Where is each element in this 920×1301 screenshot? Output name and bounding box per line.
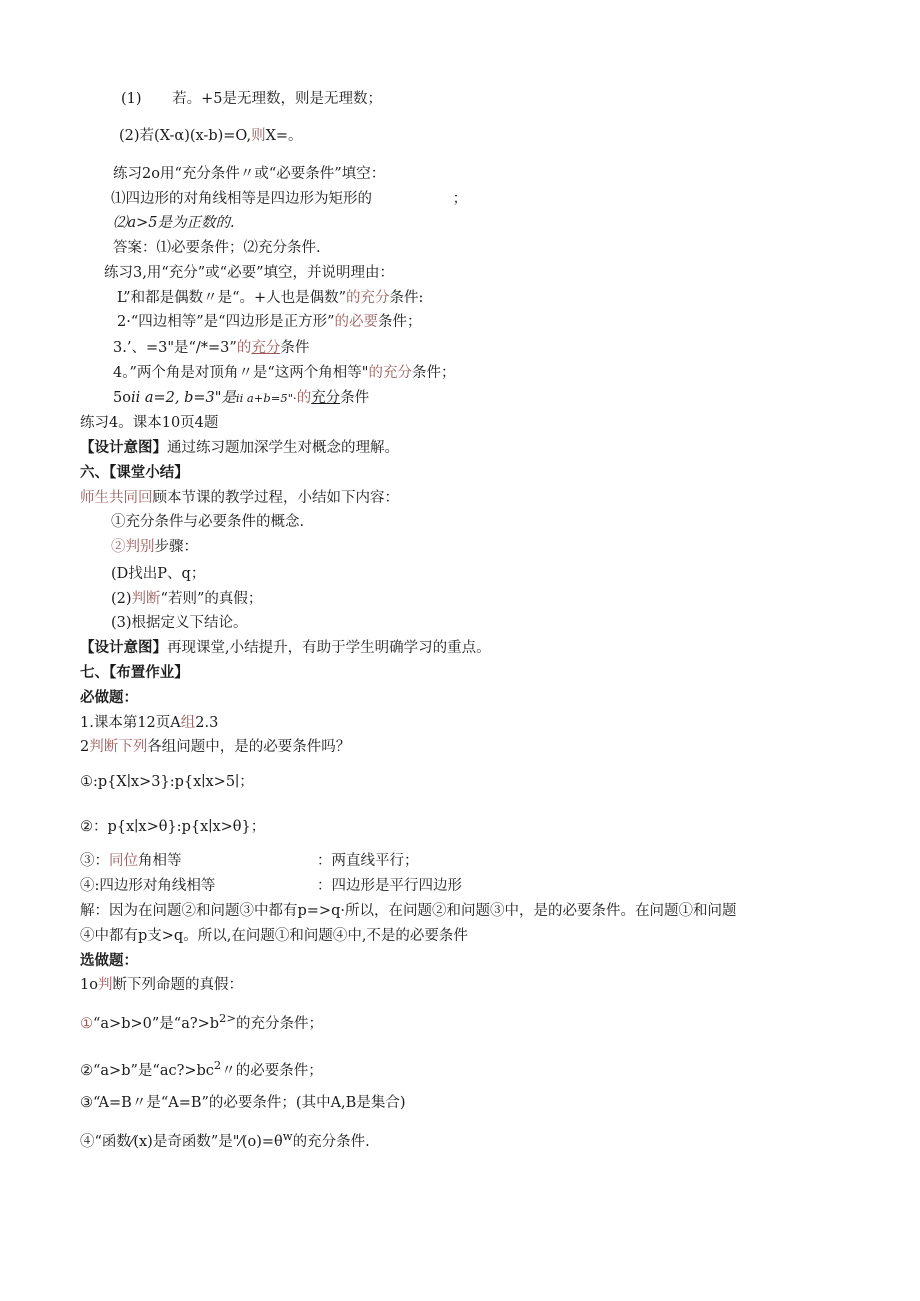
summary-item-1: ①充分条件与必要条件的概念. <box>111 514 305 530</box>
line-text: 4。”两个角是对顶角〃是“这两个角相等" <box>113 365 369 381</box>
line-text: (2) <box>111 591 132 607</box>
line-text: 5o <box>113 390 131 406</box>
practice-4-line: 练习4。课本10页4题 <box>80 415 219 431</box>
solution-line-1: 解：因为在问题②和问题③中都有p=>q·所以，在问题②和问题③中，是的必要条件。在问题①和问题 <box>80 903 737 919</box>
highlight-text: 的充分 <box>368 365 412 381</box>
practice-2-answer: 答案：⑴必要条件；⑵充分条件. <box>113 240 321 256</box>
line-text: ii a=2, b=3"是 <box>130 390 236 406</box>
line-text: 1.课本第12页A <box>80 715 181 731</box>
optional-intro <box>80 977 243 994</box>
section-label: 【设计意图】 <box>80 440 167 456</box>
line-text: ⑴四边形的对角线相等是四边形为矩形的 <box>111 191 372 207</box>
practice-3-item-5 <box>113 390 369 407</box>
line-text: 通过练习题加深学生对概念的理解。 <box>167 440 399 456</box>
line-text: ④“函数⁄(x)是奇函数”是"⁄(o)=θ <box>80 1133 283 1150</box>
summary-step-1: (D找出P、q； <box>111 566 206 582</box>
item-number: (1) <box>121 91 142 107</box>
design-intent-1 <box>80 440 399 457</box>
exercise-line-2 <box>119 128 303 145</box>
design-intent-2 <box>80 640 491 657</box>
question-3 <box>80 853 182 870</box>
practice-2-heading: 练习2o用“充分条件〃或“必要条件”填空： <box>113 166 386 182</box>
line-text: ii a+b=5"· <box>235 391 297 405</box>
line-text: 的充分条件； <box>236 1015 323 1032</box>
section-heading-homework: 七、【布置作业】 <box>80 665 189 681</box>
optional-item-3: ③“A=B〃是“A=B”的必要条件；(其中A,B是集合) <box>80 1095 406 1111</box>
highlight-text: ②判别 <box>111 539 155 555</box>
highlight-text: 的充分 <box>346 290 390 306</box>
optional-heading: 选做题： <box>80 953 138 969</box>
line-text: L”和都是偶数〃是“。+人也是偶数” <box>117 290 347 306</box>
superscript: 2> <box>219 1011 236 1025</box>
line-text: “若则”的真假； <box>160 591 263 607</box>
solution-line-2: ④中都有p支>q。所以,在问题①和问题④中,不是的必要条件 <box>80 928 468 944</box>
section-heading-summary: 六、【课堂小结】 <box>80 465 189 481</box>
required-heading: 必做题： <box>80 690 138 706</box>
optional-item-1 <box>80 1012 323 1033</box>
line-text: 步骤： <box>154 539 198 555</box>
question-4-right: ：四边形是平行四边形 <box>317 878 462 894</box>
required-item-1 <box>80 715 218 732</box>
highlight-text: 的 <box>236 340 252 356</box>
line-text: ③： <box>80 853 109 869</box>
line-text: 2.3 <box>195 715 219 731</box>
highlight-text: 的 <box>296 390 312 406</box>
line-text: 顾本节课的教学过程，小结如下内容： <box>152 490 399 506</box>
exercise-line-1 <box>121 91 382 108</box>
line-text: 2·“四边相等”是“四边形是正方形” <box>117 314 335 330</box>
highlight-text: 师生共同回 <box>80 490 153 506</box>
line-text: 角相等 <box>138 853 182 869</box>
highlight-text: 判 <box>97 977 113 993</box>
practice-2-item-1 <box>111 191 467 208</box>
highlight-text: 判断下列 <box>89 739 148 755</box>
question-2: ②：p{x∣x>θ}:p{x∣x>θ}； <box>80 819 266 835</box>
summary-item-2 <box>111 539 198 556</box>
line-text: 充分 <box>311 390 341 406</box>
line-text: ②“a>b”是“ac?>bc <box>80 1062 214 1079</box>
question-1: ①:p{X∣x>3}:p{x∣x>5∣； <box>80 774 254 790</box>
line-text: 3.’、=3"是“/*=3” <box>113 340 237 356</box>
line-text: (2)若(X-α)(x-b)=O, <box>119 128 252 144</box>
question-4: ④:四边形对角线相等 <box>80 878 216 894</box>
practice-3-item-4 <box>113 365 455 382</box>
practice-2-item-2: ⑵a>5是为正数的. <box>113 215 235 231</box>
line-text: 若。+5是无理数，则是无理数； <box>172 91 383 107</box>
line-text: 的充分条件. <box>292 1133 370 1150</box>
summary-step-2 <box>111 591 262 608</box>
summary-intro <box>80 490 399 507</box>
highlight-text: 组 <box>180 715 196 731</box>
line-text: 条件: <box>389 290 424 306</box>
highlight-text: 同位 <box>109 853 138 869</box>
line-text: ； <box>452 191 468 207</box>
optional-item-2 <box>80 1059 323 1080</box>
section-label: 【设计意图】 <box>80 640 167 656</box>
highlight-text: 判断 <box>131 591 161 607</box>
highlight-text: 充分 <box>251 340 281 356</box>
line-text: 再现课堂,小结提升，有助于学生明确学习的重点。 <box>167 640 491 656</box>
line-text: 条件 <box>340 390 370 406</box>
line-text: 1o <box>80 977 98 993</box>
superscript: w <box>282 1129 293 1143</box>
practice-3-heading: 练习3,用“充分”或“必要”填空，并说明理由： <box>104 265 394 281</box>
line-text: “a>b>0”是“a?>b <box>93 1015 220 1032</box>
highlight-text: 则 <box>251 128 266 144</box>
line-text: 断下列命题的真假： <box>112 977 243 993</box>
line-text: 各组问题中，是的必要条件吗？ <box>147 739 351 755</box>
line-text: 条件； <box>411 365 456 381</box>
practice-3-item-1 <box>117 290 423 307</box>
optional-item-4 <box>80 1130 370 1151</box>
superscript: 2 <box>213 1058 222 1072</box>
summary-step-3: (3)根据定义下结论。 <box>111 615 248 631</box>
highlight-text: 的必要 <box>334 314 378 330</box>
required-item-2 <box>80 739 350 756</box>
line-text: 条件 <box>280 340 310 356</box>
practice-3-item-3 <box>113 340 309 357</box>
highlight-text: ① <box>80 1015 93 1032</box>
line-text: X=。 <box>265 128 303 144</box>
line-text: 〃的必要条件； <box>221 1062 323 1079</box>
question-3-right: ：两直线平行； <box>317 853 419 869</box>
line-text: 2 <box>80 739 90 755</box>
line-text: 条件； <box>378 314 422 330</box>
practice-3-item-2 <box>117 314 422 331</box>
